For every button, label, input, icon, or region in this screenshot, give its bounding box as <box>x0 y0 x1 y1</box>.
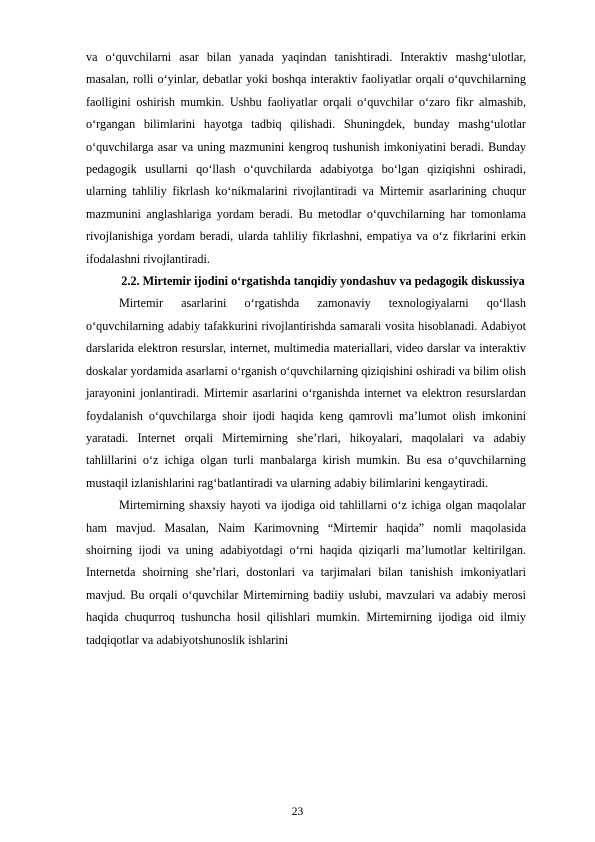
paragraph-technologies: Mirtemir asarlarini o‘rgatishda zamonaviy texnologiyalarni qo‘llash o‘quvchilarning adabiy tafakkurini rivojlantirishda samarali vosita hisoblanadi. Adabiyot darslarida elektron resurslar, internet, multimedia materiallari, video darslar va interaktiv doskalar yordamida asarlarni o‘rganish o‘quvchilarning qiziqishini oshiradi va bilim olish jarayonini jonlantiradi. Mirtemir asarlarini o‘rganishda internet va elektron resurslardan foydalanish o‘quvchilarga shoir ijodi haqida keng qamrovli ma’lumot olish imkonini yaratadi. Internet orqali Mirtemirning she’rlari, hikoyalari, maqolalari va adabiy tahlillarini o‘z ichiga olgan turli manbalarga kirish mumkin. Bu esa o‘quvchilarning mustaqil izlanishlarini rag‘batlantiradi va ularning adabiy bilimlarini kengaytiradi. <box>86 296 526 490</box>
page-number: 23 <box>291 806 304 818</box>
paragraph-personal-life: Mirtemirning shaxsiy hayoti va ijodiga oid tahlillarni o‘z ichiga olgan maqolalar ham mavjud. Masalan, Naim Karimovning “Mirtemir haqida” nomli maqolasida shoirning ijodi va uning adabiyotdagi o‘rni haqida qiziqarli ma’lumotlar keltirilgan. Internetda shoirning she’rlari, dostonlari va tarjimalari bilan tanishish imkoniyatlari mavjud. Bu orqali o‘quvchilar Mirtemirning badiiy uslubi, mavzulari va adabiy merosi haqida chuqurroq tushuncha hosil qilishlari mumkin. Mirtemirning ijodiga oid ilmiy tadqiqotlar va adabiyotshunoslik ishlarini <box>86 498 526 647</box>
section-heading: 2.2. Mirtemir ijodini o‘rgatishda tanqidiy yondashuv va pedagogik diskussiya <box>121 274 525 289</box>
page-content <box>86 46 526 651</box>
paragraph-continuation: va o‘quvchilarni asar bilan yanada yaqindan tanishtiradi. Interaktiv mashg‘ulotlar, masalan, rolli o‘yinlar, debatlar yoki boshqa interaktiv faoliyatlar orqali o‘quvchilarning faolligini oshirish mumkin. Ushbu faoliyatlar orqali o‘quvchilar o‘zaro fikr almashib, o‘rgangan bilimlarini hayotga tadbiq qilishadi. Shuningdek, bunday mashg‘ulotlar o‘quvchilarga asar va uning mazmunini kengroq tushunish imkoniyatini beradi. Bunday pedagogik usullarni qo‘llash o‘quvchilarda adabiyotga bo‘lgan qiziqishni oshiradi, ularning tahliliy fikrlash ko‘nikmalarini rivojlantiradi va Mirtemir asarlarining chuqur mazmunini anglashlariga yordam beradi. Bu metodlar o‘quvchilarning har tomonlama rivojlanishiga yordam beradi, ularda tahliliy fikrlashni, empatiya va o‘z fikrlarini erkin ifodalashni rivojlantiradi. <box>86 50 526 266</box>
